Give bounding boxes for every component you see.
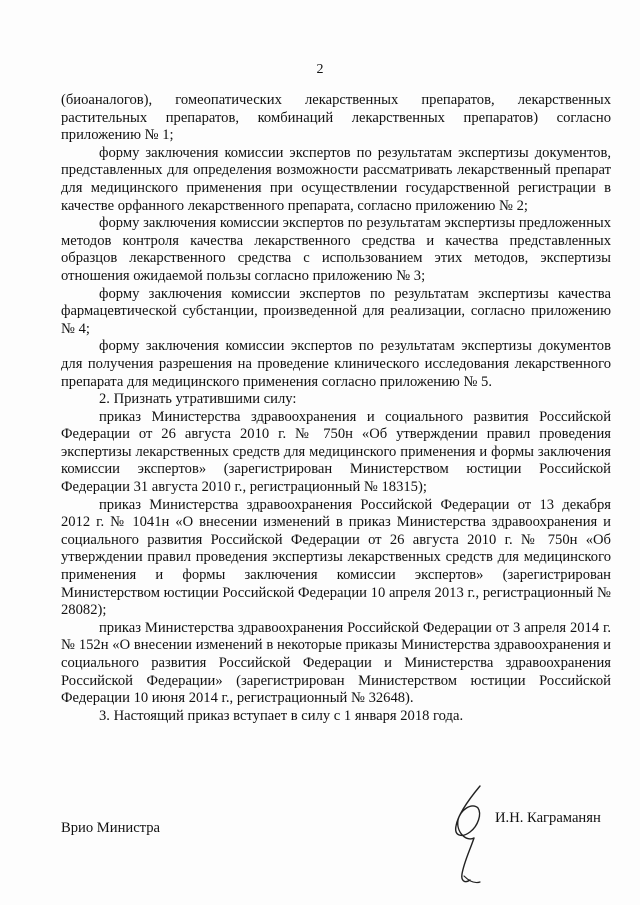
signatory-name: И.Н. Каграманян (495, 810, 601, 826)
page-number: 2 (316, 62, 324, 77)
paragraph-order-1041n: приказ Министерства здравоохранения Российской Федерации от 13 декабря 2012 г. № 1041н «О внесении изменений в приказ Министерства здравоохранения и социального развития Российской Федерации от 26 августа 2010 г. № 750н «Об утверждении правил проведения экспертизы лекарственных средств для медицинского применения и формы заключения комиссии экспертов» (зарегистрирован Министерством юстиции Российской Федерации 10 апреля 2013 г., регистрационный № 28082); (61, 496, 611, 619)
paragraph-form-2: форму заключения комиссии экспертов по результатам экспертизы документов, представленных для определения возможности рассматривать лекарственный препарат для медицинского применения при осуществлении государственной регистрации в качестве орфанного лекарственного препарата, согласно приложению № 2; (61, 144, 611, 214)
signatory-title: Врио Министра (61, 820, 160, 836)
paragraph-continuation: (биоаналогов), гомеопатических лекарственных препаратов, лекарственных растительных препаратов, комбинаций лекарственных препаратов) согласно приложению № 1; (61, 92, 611, 144)
paragraph-form-3: форму заключения комиссии экспертов по результатам экспертизы предложенных методов контроля качества лекарственного средства и качества представленных образцов лекарственного средства с использованием этих методов, экспертизы отношения ожидаемой пользы согласно приложению № 3; (61, 215, 611, 284)
paragraph-section-3: 3. Настоящий приказ вступает в силу с 1 января 2018 года. (99, 707, 464, 724)
paragraph-order-152n: приказ Министерства здравоохранения Российской Федерации от 3 апреля 2014 г. № 152н «О внесении изменений в некоторые приказы Министерства здравоохранения и социального развития Российской Федерации и Министерства здравоохранения Российской Федерации» (зарегистрирован Министерством юстиции Российской Федерации 10 июня 2014 г., регистрационный № 32648). (61, 619, 611, 707)
handwritten-signature (440, 780, 510, 890)
paragraph-order-750n: приказ Министерства здравоохранения и социального развития Российской Федерации от 26 августа 2010 г. № 750н «Об утверждении правил проведения экспертизы лекарственных средств для медицинского применения и формы заключения комиссии экспертов» (зарегистрирован Министерством юстиции Российской Федерации 31 августа 2010 г., регистрационный № 18315); (61, 408, 611, 496)
document-body (61, 92, 611, 725)
paragraph-form-5: форму заключения комиссии экспертов по результатам экспертизы документов для получения разрешения на проведение клинического исследования лекарственного препарата для медицинского применения согласно приложению № 5. (61, 338, 611, 390)
paragraph-section-2-heading: 2. Признать утратившими силу: (99, 391, 297, 408)
paragraph-form-4: форму заключения комиссии экспертов по результатам экспертизы качества фармацевтической субстанции, произведенной для реализации, согласно приложению № 4; (61, 285, 611, 337)
